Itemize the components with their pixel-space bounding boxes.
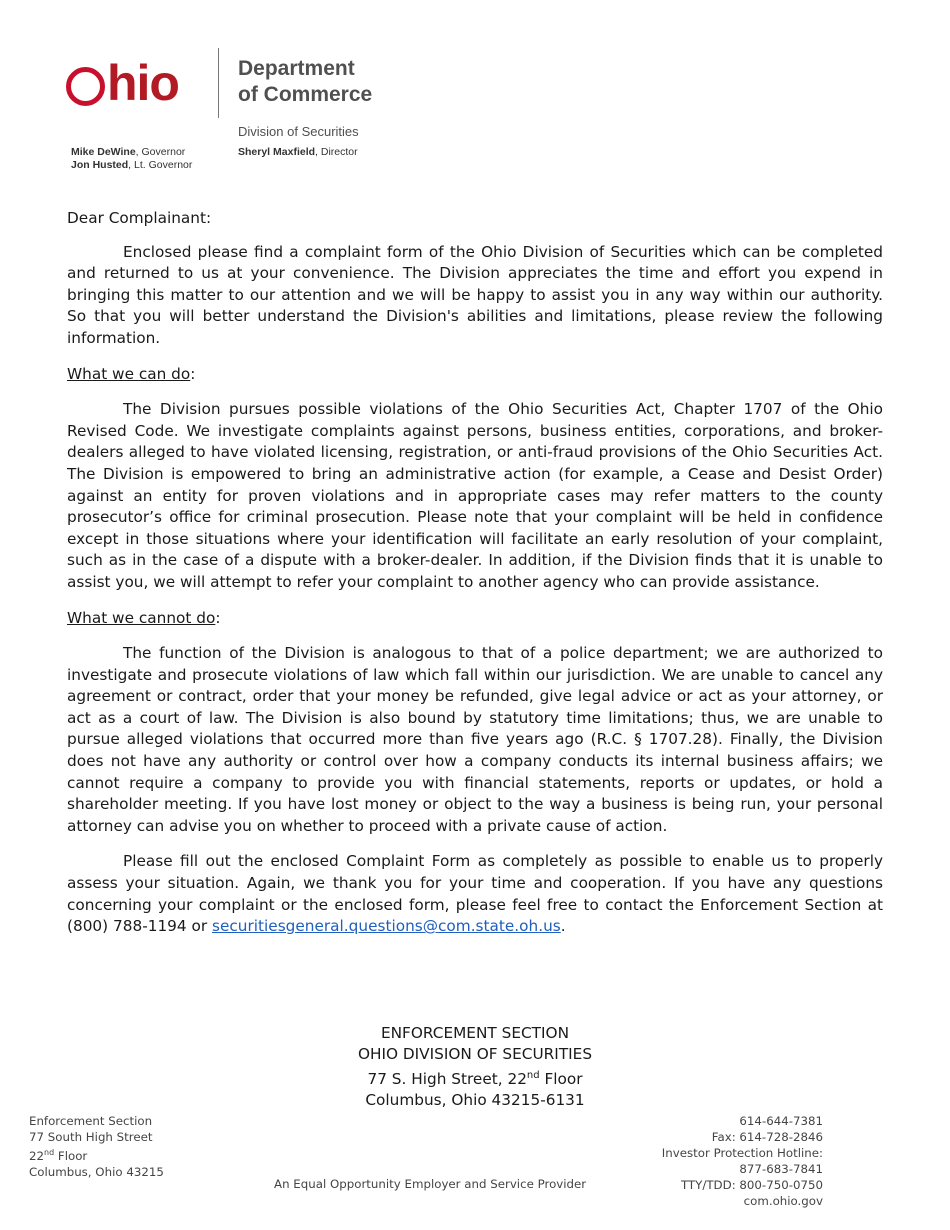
department-name (238, 56, 372, 108)
footer-address-line-4: Columbus, Ohio 43215 (29, 1164, 164, 1179)
footer-eeo-statement: An Equal Opportunity Employer and Service Provider (274, 1177, 587, 1191)
ohio-logo (66, 48, 179, 118)
footer-address-line-2: 77 South High Street (29, 1130, 153, 1144)
ohio-logo-text: hio (107, 55, 179, 111)
letterhead-divider (218, 48, 219, 118)
contact-division: OHIO DIVISION OF SECURITIES (357, 1045, 593, 1063)
footer-fax: Fax: 614-728-2846 (711, 1130, 823, 1144)
footer-address (29, 1113, 164, 1180)
letterhead (66, 46, 426, 176)
cannot-do-paragraph: The function of the Division is analogous to that of a police department; we are authorized to investigate and prosecute violations of law which fall within our jurisdiction. We are unable to cancel any agreement or contract, order that your money be refunded, give legal advice or act as your attorney, or act as a court of law. The Division is also bound by statutory time limitations; thus, we are unable to pursue alleged violations that occurred more than five years ago (R.C. § 1707.28). Finally, the Division does not have any authority or control over how a company conducts its internal business affairs; we cannot require a company to provide you with financial statements, reports or updates, or hold a shareholder meeting. If you have lost money or object to the way a business is being run, your personal attorney can advise you on whether to proceed with a private cause of action. (67, 644, 883, 835)
contact-street-number: 77 S. High Street, 22 (367, 1070, 527, 1089)
footer-contact (662, 1113, 823, 1209)
footer-tty: TTY/TDD: 800-750-0750 (680, 1178, 823, 1192)
letter-body (67, 208, 883, 952)
contact-city: Columbus, Ohio 43215-6131 (365, 1091, 585, 1110)
footer-address-floor (29, 1145, 164, 1164)
lt-governor-name: Jon Husted (71, 159, 129, 171)
can-do-heading-text: What we can do (67, 364, 191, 383)
footer-address-line-1: Enforcement Section (29, 1114, 153, 1128)
lt-governor-title: , Lt. Governor (128, 159, 193, 171)
contact-street-floor: Floor (539, 1070, 583, 1089)
contact-street-sup: nd (526, 1070, 540, 1081)
footer-floor-sup: nd (44, 1148, 55, 1157)
footer-website: com.ohio.gov (743, 1194, 823, 1208)
department-line-2: of Commerce (238, 83, 373, 106)
footer-hotline-label: Investor Protection Hotline: (661, 1146, 823, 1160)
footer-phone: 614-644-7381 (739, 1114, 823, 1128)
director (238, 146, 358, 158)
closing-end: . (560, 917, 566, 936)
division-name: Division of Securities (238, 124, 359, 139)
can-do-paragraph: The Division pursues possible violations of the Ohio Securities Act, Chapter 1707 of the Ohio Revised Code. We investigate complaints against persons, business entities, corporations, and broker-dealers alleged to have violated licensing, registration, or anti-fraud provisions of the Ohio Securities Act. The Division is empowered to bring an administrative action (for example, a Cease and Desist Order) against an entity for proven violations and in appropriate cases may refer matters to the county prosecutor’s office for criminal prosecution. Please note that your complaint will be held in confidence except in those situations where your identification will facilitate an early resolution of your complaint, such as in the case of a dispute with a broker-dealer. In addition, if the Division finds that it is unable to assist you, we will attempt to refer your complaint to another agency who can provide assistance. (67, 400, 883, 591)
email-link[interactable]: securitiesgeneral.questions@com.state.oh.us (212, 917, 561, 936)
cannot-do-heading-text: What we cannot do (67, 608, 216, 627)
lt-governor (71, 159, 192, 172)
contact-street (240, 1065, 710, 1090)
salutation: Dear Complainant: (67, 209, 212, 227)
contact-section: ENFORCEMENT SECTION (380, 1024, 570, 1042)
footer-floor-number: 22 (29, 1148, 45, 1163)
footer-hotline: 877-683-7841 (739, 1162, 823, 1176)
contact-block (240, 1023, 710, 1111)
director-title: , Director (315, 146, 358, 158)
intro-paragraph: Enclosed please find a complaint form of the Ohio Division of Securities which can be completed and returned to us at your convenience. The Division appreciates the time and effort you expend in bringing this matter to our attention and we will be happy to assist you in any way within our authority. So that you will better understand the Division's abilities and limitations, please review the following information. (67, 242, 883, 347)
footer-floor-label: Floor (54, 1148, 88, 1163)
closing-text: Please fill out the enclosed Complaint Form as completely as possible to enable us to properly assess your situation. Again, we thank you for your time and cooperation. If you have any questions concerning your complaint or the enclosed form, please feel free to contact the Enforcement Section at (800) 788-1194 or (67, 852, 883, 936)
can-do-heading: What we can do: (67, 364, 196, 383)
ohio-logo-o-ring (66, 67, 105, 106)
department-line-1: Department (238, 57, 355, 80)
governor-title: , Governor (135, 146, 186, 158)
governor (71, 146, 192, 159)
cannot-do-heading: What we cannot do: (67, 608, 221, 627)
director-name: Sheryl Maxfield (238, 146, 316, 158)
governors (71, 146, 192, 172)
governor-name: Mike DeWine (71, 146, 136, 158)
closing-paragraph (67, 851, 883, 937)
